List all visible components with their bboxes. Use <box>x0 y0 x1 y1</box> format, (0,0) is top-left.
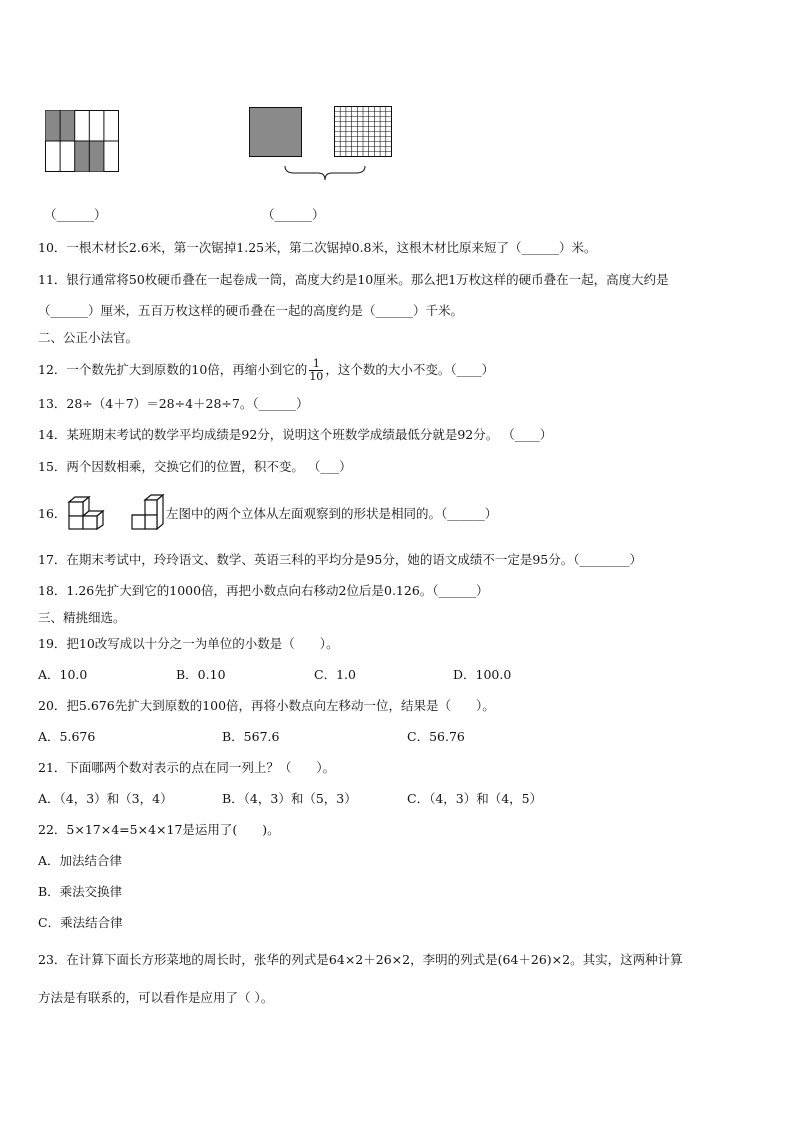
question-19[interactable]: 19．把10改写成以十分之一为单位的小数是（ ）。 <box>38 636 339 651</box>
shaded-cell <box>75 141 90 172</box>
solid-square-figure <box>249 107 302 157</box>
shaded-cell <box>89 141 104 172</box>
question-11-line2[interactable]: （______）厘米，五百万枚这样的硬币叠在一起的高度约是（______）千米。 <box>38 303 464 318</box>
fig-b-answer-blank[interactable]: （______） <box>262 207 325 222</box>
q19-option-b[interactable]: B．0.10 <box>176 667 226 682</box>
q20-option-a[interactable]: A．5.676 <box>38 729 96 744</box>
fraction-numerator: 1 <box>309 358 323 371</box>
question-20[interactable]: 20．把5.676先扩大到原数的100倍，再将小数点向左移动一位，结果是（ ）。 <box>38 698 495 713</box>
q19-option-a[interactable]: A．10.0 <box>38 667 88 682</box>
q19-option-d[interactable]: D．100.0 <box>453 667 512 682</box>
question-13[interactable]: 13．28÷（4＋7）＝28÷4＋28÷7。（______） <box>38 396 309 411</box>
question-10[interactable]: 10．一根木材长2.6米，第一次锯掉1.25米，第二次锯掉0.8米，这根木材比原来短了（______）米。 <box>38 240 597 255</box>
question-23-tail: 。其实，这两种计算 <box>570 952 683 967</box>
expression-li: (64＋26)×2 <box>497 952 571 967</box>
question-17[interactable]: 17．在期末考试中，玲玲语文、数学、英语三科的平均分是95分，她的语文成绩不一定是95分。（________） <box>38 552 642 567</box>
q22-option-b[interactable]: B．乘法交换律 <box>38 884 123 899</box>
question-23-text: 23．在计算下面长方形菜地的周长时，张华的列式是 <box>38 952 329 967</box>
q21-option-a[interactable]: A．（4，3）和（3，4） <box>38 791 173 806</box>
question-11-line1[interactable]: 11．银行通常将50枚硬币叠在一起卷成一筒，高度大约是10厘米。那么把1万枚这样的硬币叠在一起，高度大约是 <box>38 272 669 287</box>
q22-option-a[interactable]: A．加法结合律 <box>38 853 123 868</box>
question-16-text[interactable]: 左图中的两个立体从左面观察到的形状是相同的。（______） <box>166 506 498 521</box>
fraction-denominator: 10 <box>309 370 324 383</box>
section-2-heading: 二、公正小法官。 <box>38 330 139 345</box>
brace-figure <box>284 165 366 185</box>
section-3-heading: 三、精挑细选。 <box>38 610 126 625</box>
q20-option-b[interactable]: B．567.6 <box>222 729 280 744</box>
shaded-cell <box>46 111 61 142</box>
cube-stack-figure-left <box>67 494 111 530</box>
question-18[interactable]: 18．1.26先扩大到它的1000倍，再把小数点向右移动2位后是0.126。（______） <box>38 583 489 598</box>
question-12-text: 12．一个数先扩大到原数的10倍，再缩小到它的 <box>38 362 308 377</box>
question-14[interactable]: 14．某班期末考试的数学平均成绩是92分，说明这个班数学成绩最低分就是92分。 （____） <box>38 427 553 442</box>
question-23-line1[interactable] <box>38 952 683 968</box>
grid-fraction-figure <box>45 110 119 172</box>
q19-option-c[interactable]: C．1.0 <box>314 667 356 682</box>
fraction-one-tenth <box>309 358 323 383</box>
question-16-number: 16． <box>38 506 67 521</box>
fig-a-answer-blank[interactable]: （______） <box>44 207 107 222</box>
q20-option-c[interactable]: C．56.76 <box>407 729 465 744</box>
question-12-tail: ，这个数的大小不变。（____） <box>325 362 495 377</box>
expression-zhang: 64×2＋26×2 <box>328 952 411 967</box>
hundred-grid-figure <box>334 106 392 157</box>
q21-option-b[interactable]: B．（4，3）和（5，3） <box>222 791 357 806</box>
question-23-mid: ，李明的列式是 <box>410 952 498 967</box>
question-21[interactable]: 21．下面哪两个数对表示的点在同一列上？（ ）。 <box>38 760 336 775</box>
q21-option-c[interactable]: C．（4，3）和（4，5） <box>407 791 543 806</box>
q22-option-c[interactable]: C．乘法结合律 <box>38 915 123 930</box>
shaded-cell <box>60 111 75 142</box>
question-22[interactable]: 22．5×17×4=5×4×17是运用了( )。 <box>38 822 280 837</box>
question-15[interactable]: 15．两个因数相乘，交换它们的位置，积不变。 （___） <box>38 459 352 474</box>
cube-stack-figure-right <box>129 494 165 530</box>
question-23-line2[interactable]: 方法是有联系的，可以看作是应用了（ ）。 <box>38 990 274 1005</box>
question-12[interactable] <box>38 358 494 383</box>
